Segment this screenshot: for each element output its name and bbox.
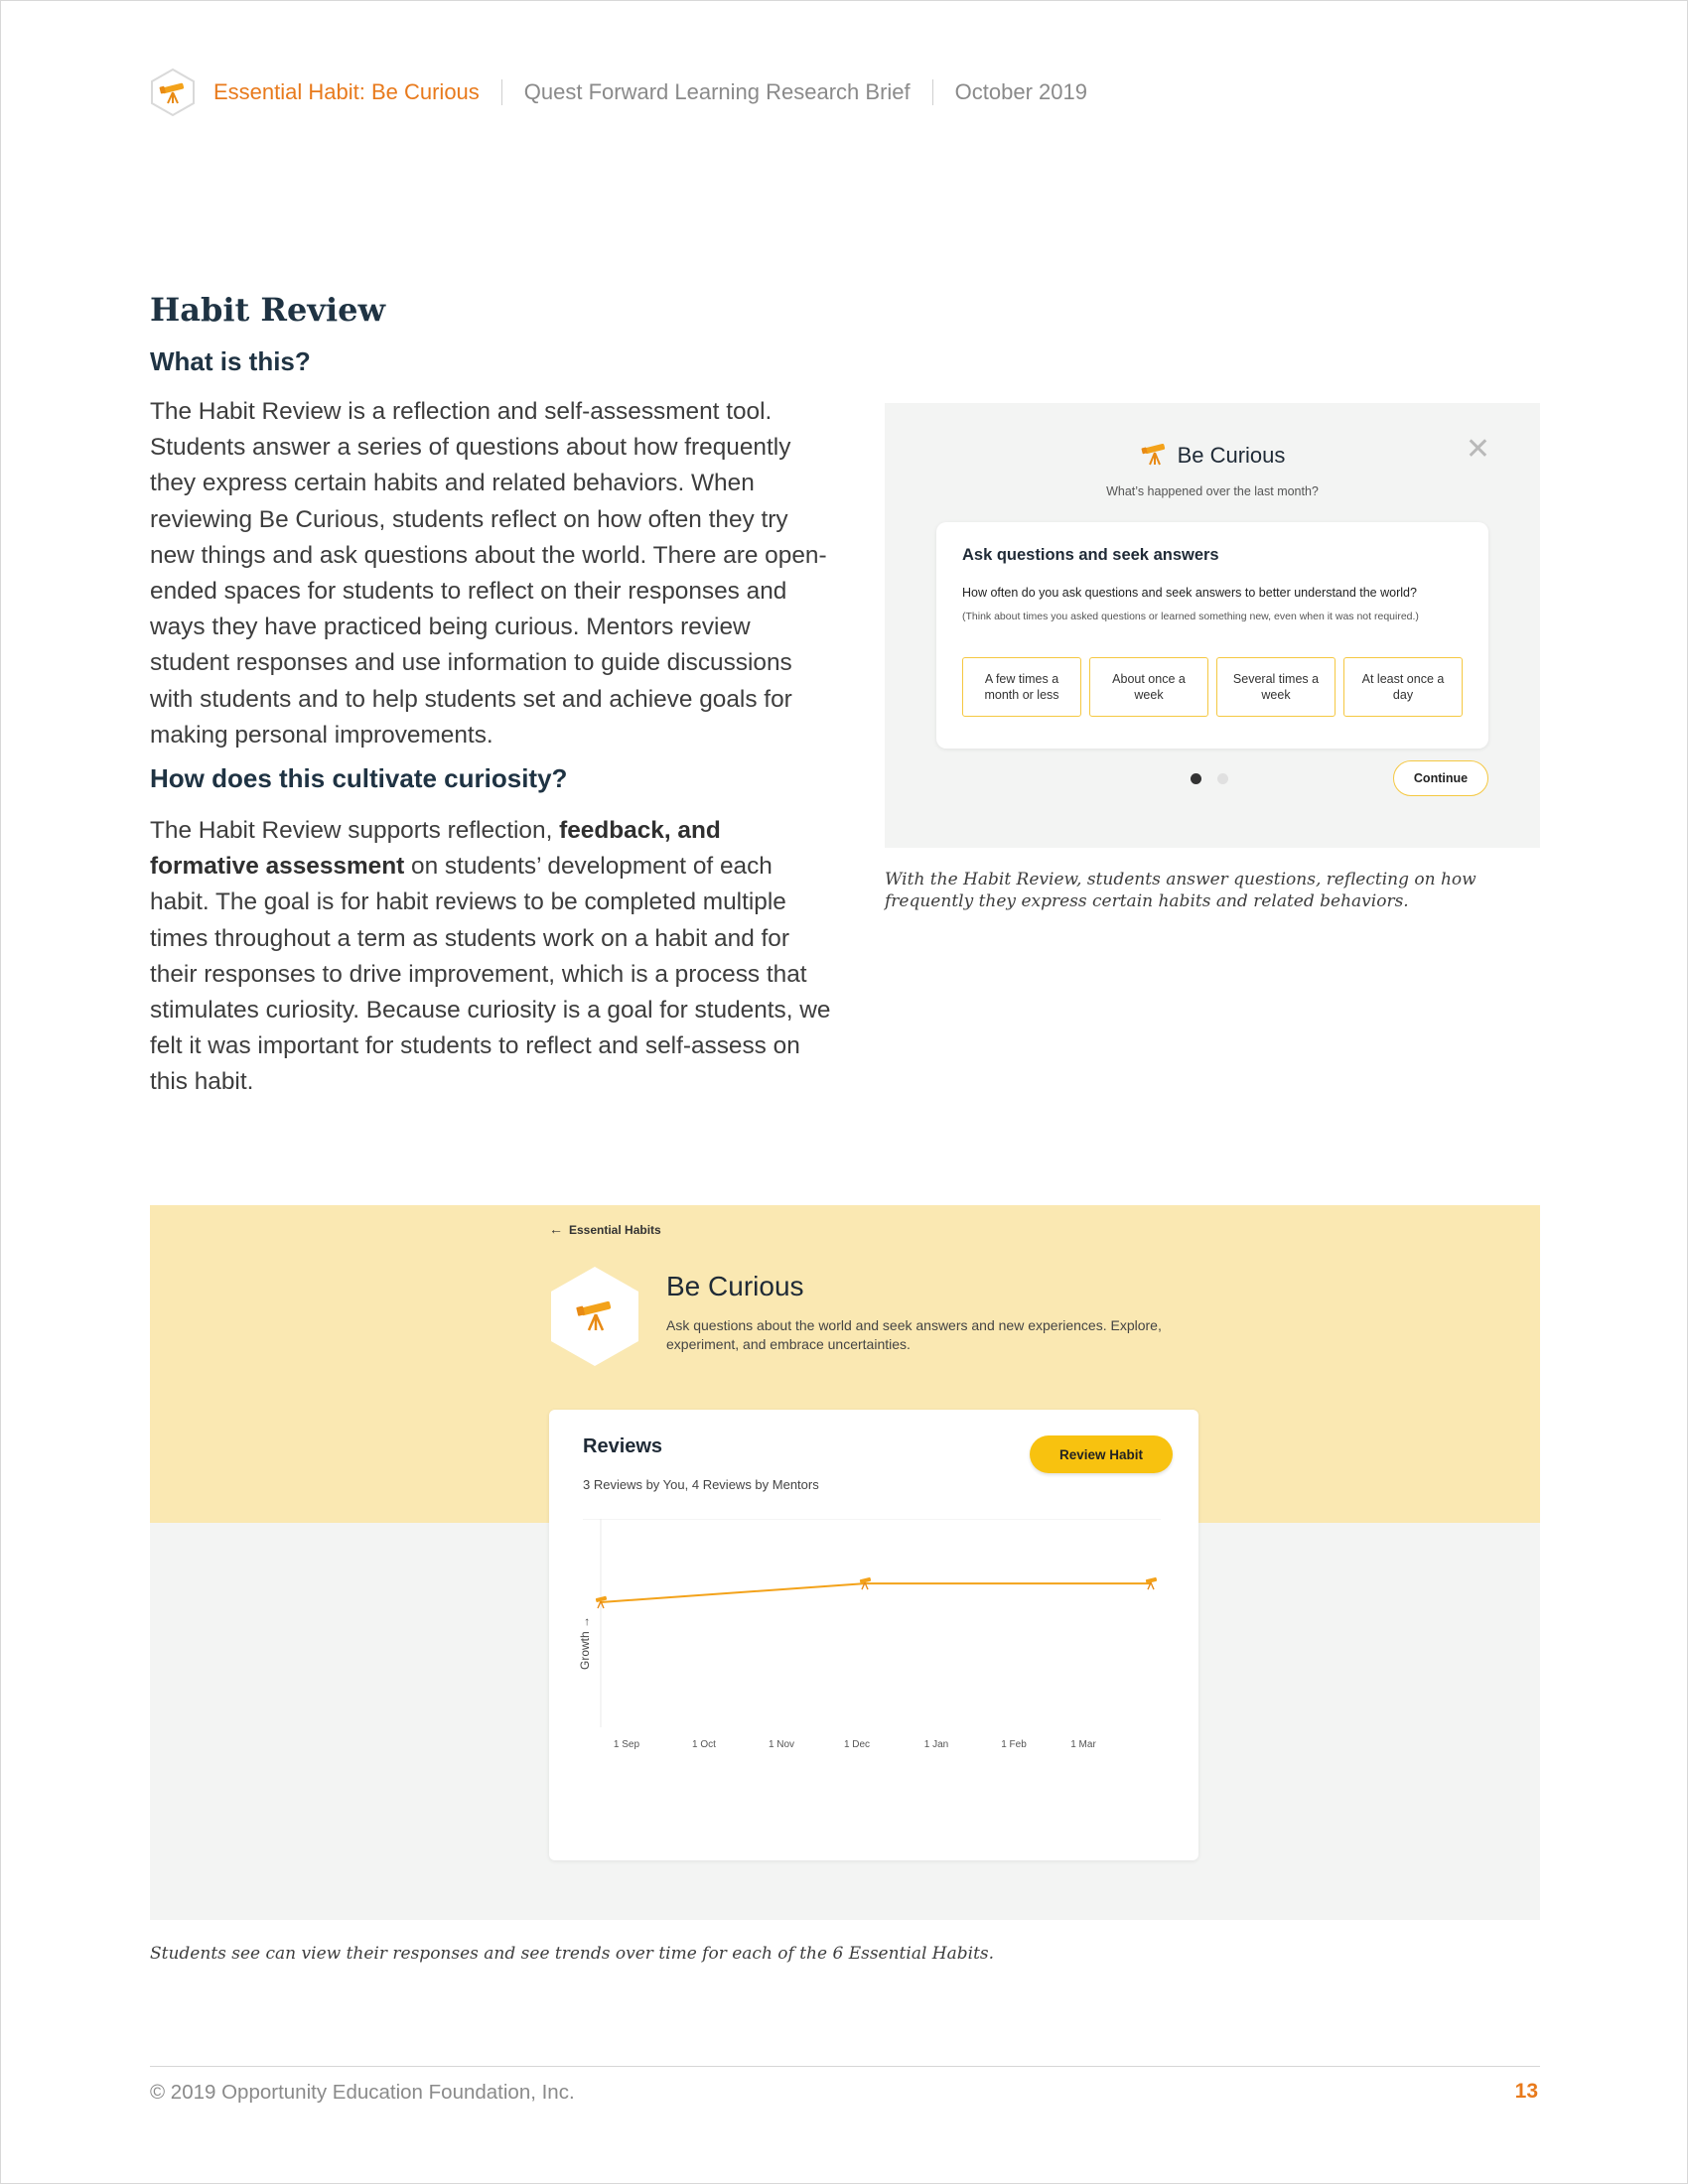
answer-option[interactable]: A few times a month or less [962, 657, 1081, 717]
x-tick-label: 1 Nov [768, 1739, 795, 1750]
telescope-icon [150, 68, 196, 117]
answer-option[interactable]: At least once a day [1343, 657, 1463, 717]
habit-title: Be Curious [666, 1271, 804, 1301]
answer-option[interactable]: About once a week [1089, 657, 1208, 717]
x-tick-label: 1 Feb [1001, 1739, 1027, 1750]
question-card-title: Ask questions and seek answers [962, 546, 1219, 564]
paragraph-what: The Habit Review is a reflection and self-assessment tool. Students answer a series of questions about how frequently they express certain habits and related behaviors. When reviewing Be Curious, students reflect on how often they try new things and ask questions about the world. There are open-ended spaces for students to reflect on their responses and ways they have practiced being curious. Mentors review student responses and use information to guide discussions with students and to help students set and achieve goals for making personal improvements. [150, 398, 827, 749]
header-divider [501, 79, 502, 105]
figure-caption: With the Habit Review, students answer questions, reflecting on how frequently they express certain habits and related behaviors. [885, 870, 1477, 911]
footer-divider [150, 2066, 1540, 2067]
figure-caption: Students see can view their responses and see trends over time for each of the 6 Essential Habits. [150, 1944, 995, 1964]
question-card [936, 522, 1488, 749]
pagination-dot[interactable] [1217, 773, 1228, 784]
emphasis-text: feedback, and formative assessment [150, 817, 721, 881]
header-divider [932, 79, 933, 105]
close-icon[interactable]: ✕ [1465, 433, 1490, 466]
pagination-dot-active[interactable] [1191, 773, 1201, 784]
x-tick-label: 1 Sep [613, 1739, 640, 1750]
series-line [601, 1583, 1151, 1602]
answer-option[interactable]: Several times a week [1216, 657, 1336, 717]
reviews-card [549, 1410, 1198, 1860]
x-tick-label: 1 Oct [692, 1739, 716, 1750]
y-axis-label: Growth → [578, 1615, 592, 1671]
arrow-left-icon: ← [549, 1221, 563, 1237]
review-habit-button[interactable]: Review Habit [1030, 1435, 1173, 1473]
telescope-icon [547, 1265, 642, 1368]
reviews-summary: 3 Reviews by You, 4 Reviews by Mentors [583, 1477, 819, 1492]
pagination-dots [1191, 773, 1228, 784]
habit-description: Ask questions about the world and seek answers and new experiences. Explore, experiment, and embrace uncertainties. [666, 1317, 1162, 1352]
paragraph-how: The Habit Review supports reflection, feedback, and formative assessment on students’ development of each habit. The goal is for habit reviews to be completed multiple times throughout a term as students work on a habit and for their responses to drive improvement, which is a process that stimulates curiosity. Because curiosity is a goal for students, we felt it was important for students to reflect and self-assess on this habit. [150, 817, 831, 1096]
modal-subtitle: What’s happened over the last month? [1106, 484, 1319, 498]
modal-title: Be Curious [885, 443, 1540, 469]
habit-review-screenshot [885, 403, 1540, 848]
page-number: 13 [1514, 2080, 1538, 2103]
answer-options [962, 657, 1463, 717]
section-subheading-what: What is this? [150, 346, 311, 376]
x-tick-label: 1 Jan [923, 1739, 949, 1750]
header-subtitle: Quest Forward Learning Research Brief [523, 79, 911, 104]
telescope-icon [1140, 443, 1170, 467]
x-tick-label: 1 Dec [843, 1739, 871, 1750]
x-tick-label: 1 Mar [1070, 1739, 1096, 1750]
reviews-title: Reviews [583, 1435, 663, 1457]
question-text: How often do you ask questions and seek answers to better understand the world? [962, 586, 1417, 600]
habit-page-screenshot [150, 1205, 1540, 1920]
section-title: Habit Review [150, 291, 386, 329]
footer-copyright: © 2019 Opportunity Education Foundation, Inc. [150, 2081, 575, 2104]
question-note: (Think about times you asked questions or learned something new, even when it was not required.) [962, 611, 1419, 622]
section-subheading-how: How does this cultivate curiosity? [150, 763, 568, 793]
telescope-point-marker [1146, 1577, 1158, 1589]
continue-button[interactable]: Continue [1393, 760, 1488, 796]
growth-chart [549, 1519, 1198, 1777]
page-header [150, 68, 1087, 116]
header-date: October 2019 [954, 79, 1087, 104]
back-link[interactable]: ← Essential Habits [549, 1221, 661, 1237]
header-title: Essential Habit: Be Curious [213, 79, 480, 104]
